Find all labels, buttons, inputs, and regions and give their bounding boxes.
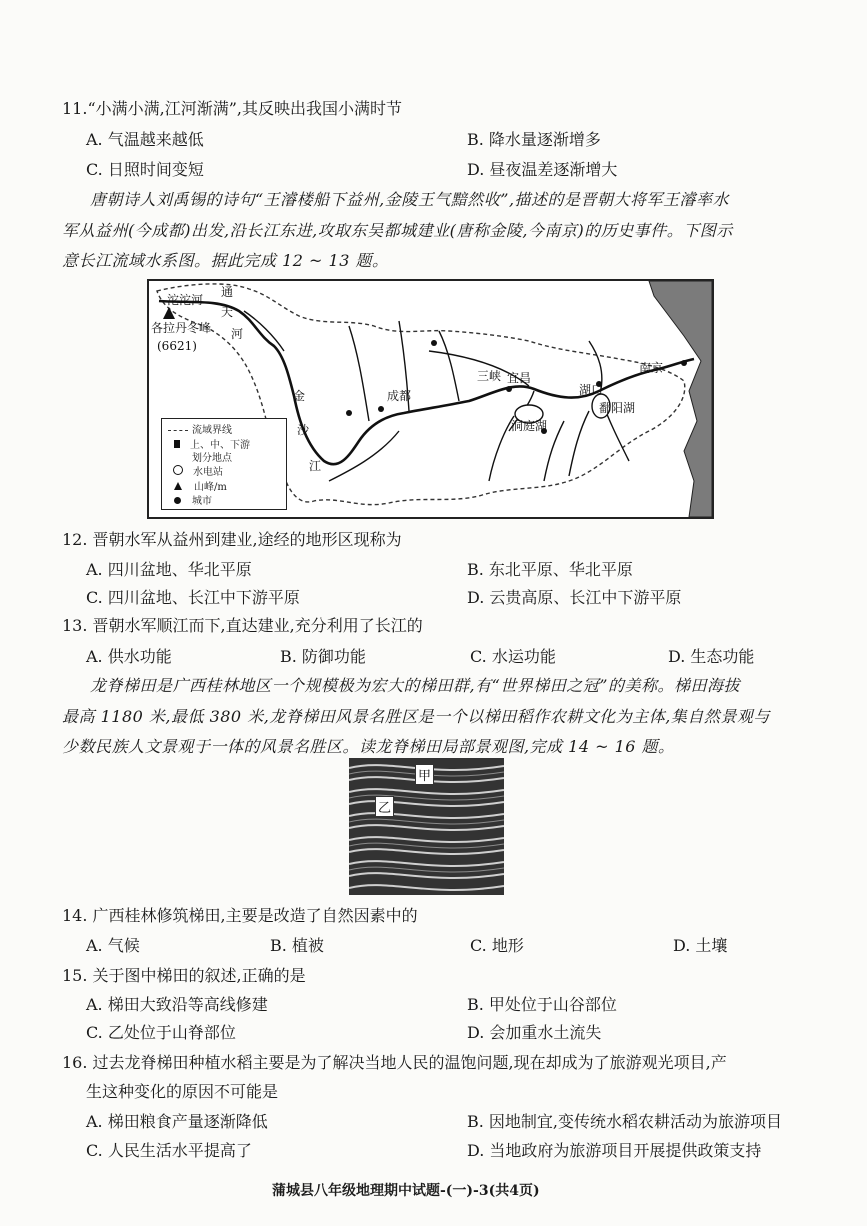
map-label-peak: 各拉丹冬峰 (151, 321, 212, 335)
q15-option-c: C. 乙处位于山脊部位 (86, 1023, 236, 1042)
q15-option-d: D. 会加重水土流失 (467, 1023, 602, 1042)
passage1-line1: 唐朝诗人刘禹锡的诗句“王濬楼船下益州,金陵王气黯然收”,描述的是晋朝大将军王濬率水 (90, 190, 730, 209)
q12-option-b: B. 东北平原、华北平原 (467, 560, 633, 579)
page-footer: 蒲城县八年级地理期中试题-(一)-3(共4页) (272, 1183, 540, 1199)
q13-option-d: D. 生态功能 (668, 647, 755, 666)
q15-option-b: B. 甲处位于山谷部位 (467, 995, 617, 1014)
map-label-peak-height: (6621) (157, 339, 197, 353)
passage1-line3: 意长江流域水系图。据此完成 12 ~ 13 题。 (62, 251, 389, 270)
q11-option-d: D. 昼夜温差逐渐增大 (467, 160, 618, 179)
q15-option-a: A. 梯田大致沿等高线修建 (86, 995, 268, 1014)
q14-option-d: D. 土壤 (673, 936, 728, 955)
q12-stem: 12. 晋朝水军从益州到建业,途经的地形区现称为 (62, 530, 402, 549)
map-label-chengdu: 成都 (387, 389, 412, 403)
passage1-line2: 军从益州(今成都)出发,沿长江东进,攻取东吴都城建业(唐称金陵,今南京)的历史事件。下图示 (62, 221, 733, 240)
q11-option-c: C. 日照时间变短 (86, 160, 204, 179)
q16-option-b: B. 因地制宜,变传统水稻农耕活动为旅游项目 (467, 1112, 783, 1131)
q13-option-b: B. 防御功能 (280, 647, 366, 666)
map-label-jiang: 江 (309, 459, 322, 473)
map-label-poyang: 鄱阳湖 (599, 401, 636, 415)
legend-city-label: 城市 (192, 496, 212, 507)
q16-option-d: D. 当地政府为旅游项目开展提供政策支持 (467, 1141, 762, 1160)
legend-city (168, 492, 212, 507)
legend-peak-label: 山峰/m (194, 482, 227, 493)
map-label-dongting: 洞庭湖 (511, 419, 548, 433)
legend-division2-label: 划分地点 (192, 453, 232, 464)
map-label-tong: 通 (221, 285, 234, 299)
q11-stem: 11.“小满小满,江河渐满”,其反映出我国小满时节 (62, 99, 402, 118)
map-label-hukou: 湖口 (579, 383, 604, 397)
q14-option-a: A. 气候 (86, 936, 140, 955)
yangtze-river-map (147, 279, 714, 519)
legend-division-label: 上、中、下游 (190, 440, 250, 451)
passage2-line1: 龙脊梯田是广西桂林地区一个规模极为宏大的梯田群,有“世界梯田之冠”的美称。梯田海拔 (90, 676, 740, 695)
map-label-yichang: 宜昌 (507, 371, 532, 385)
q16-option-a: A. 梯田粮食产量逐渐降低 (86, 1112, 268, 1131)
photo-label-yi: 乙 (375, 796, 394, 817)
q12-option-a: A. 四川盆地、华北平原 (86, 560, 252, 579)
q13-stem: 13. 晋朝水军顺江而下,直达建业,充分利用了长江的 (62, 616, 423, 635)
passage2-line2: 最高 1180 米,最低 380 米,龙脊梯田风景名胜区是一个以梯田稻作农耕文化为主体,集自然景观与 (62, 707, 770, 726)
legend-hydro-label: 水电站 (193, 467, 223, 478)
map-label-tuotuohe: 沱沱河 (167, 293, 204, 307)
q16-option-c: C. 人民生活水平提高了 (86, 1141, 252, 1160)
q11-option-b: B. 降水量逐渐增多 (467, 130, 601, 149)
legend-hydro (168, 463, 223, 478)
q12-option-c: C. 四川盆地、长江中下游平原 (86, 588, 300, 607)
q14-option-c: C. 地形 (470, 936, 524, 955)
map-legend (161, 418, 287, 510)
longji-terraces-photo (349, 758, 504, 895)
map-label-he: 河 (231, 327, 244, 341)
map-label-jin: 金 (293, 389, 306, 403)
q14-option-b: B. 植被 (270, 936, 324, 955)
legend-boundary (168, 421, 232, 436)
q16-stem-line2: 生这种变化的原因不可能是 (86, 1082, 279, 1101)
map-label-sanxia: 三峡 (477, 369, 502, 383)
map-label-nanjing: 南京 (639, 361, 664, 375)
map-label-tian: 天 (221, 305, 234, 319)
q13-option-c: C. 水运功能 (470, 647, 556, 666)
q15-stem: 15. 关于图中梯田的叙述,正确的是 (62, 966, 306, 985)
q13-option-a: A. 供水功能 (86, 647, 172, 666)
photo-label-jia: 甲 (415, 764, 434, 785)
legend-boundary-label: 流域界线 (192, 425, 232, 436)
q16-stem-line1: 16. 过去龙脊梯田种植水稻主要是为了解决当地人民的温饱问题,现在却成为了旅游观光项目,产 (62, 1053, 727, 1072)
map-label-sha: 沙 (297, 423, 310, 437)
passage2-line3: 少数民族人文景观于一体的风景名胜区。读龙脊梯田局部景观图,完成 14 ~ 16 题。 (62, 737, 675, 756)
q14-stem: 14. 广西桂林修筑梯田,主要是改造了自然因素中的 (62, 906, 418, 925)
q12-option-d: D. 云贵高原、长江中下游平原 (467, 588, 682, 607)
q11-option-a: A. 气温越来越低 (86, 130, 204, 149)
legend-peak (168, 478, 227, 493)
